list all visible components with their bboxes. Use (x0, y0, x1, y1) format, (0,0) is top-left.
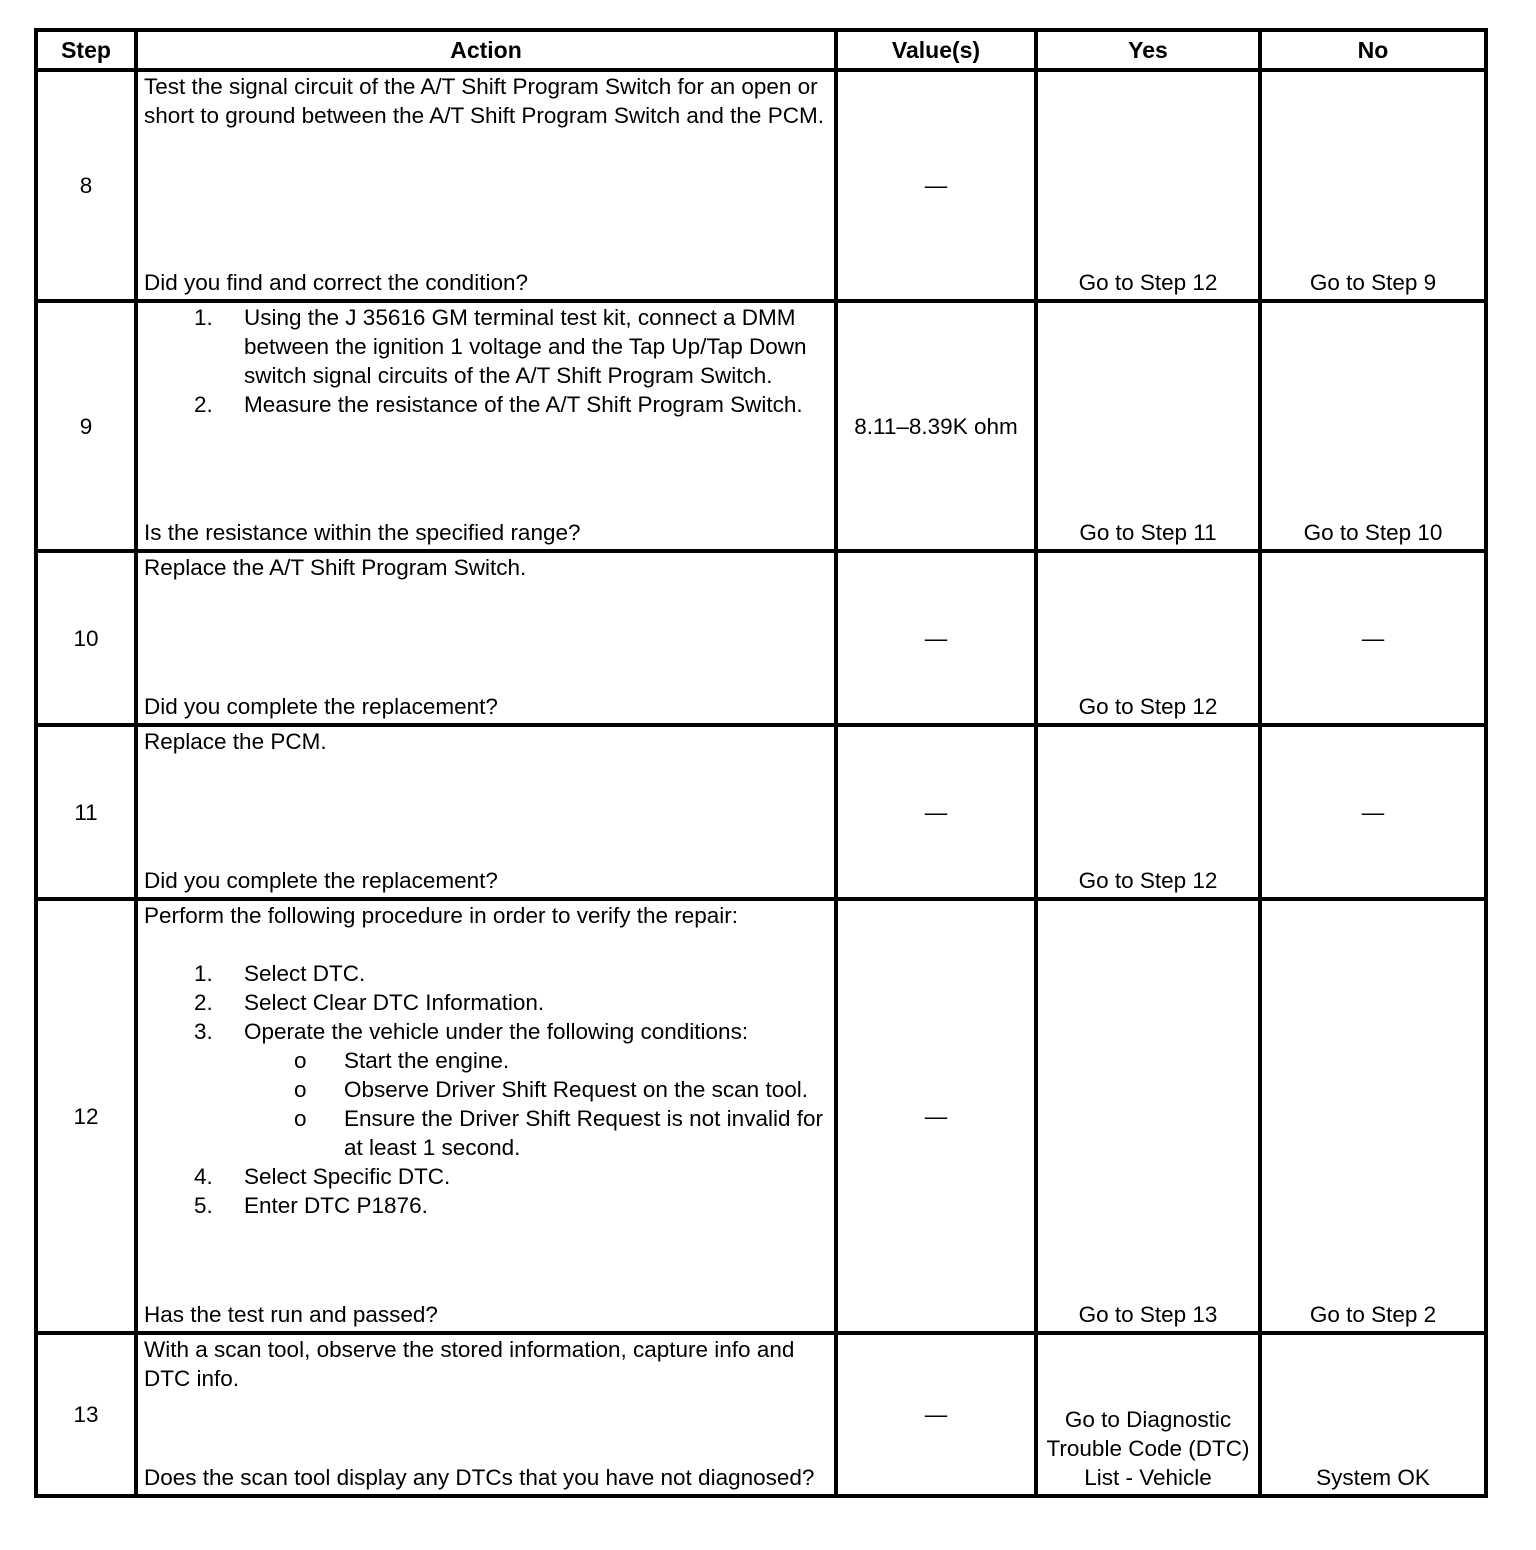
header-yes: Yes (1036, 30, 1260, 70)
list-item: 1. Select DTC. (194, 961, 366, 986)
table-row (36, 70, 1486, 301)
header-action: Action (136, 30, 836, 70)
yes-cell: Go to Diagnostic Trouble Code (DTC) List - Vehicle (1036, 1333, 1260, 1496)
action-question: Did you complete the replacement? (144, 868, 498, 893)
table-row (36, 899, 1486, 1333)
list-item: 3. Operate the vehicle under the following conditions: o Start the engine. o Observe Driver Shift Request on the scan tool. o Ensure the Driver Shift Request is not invalid for at least 1 second. (244, 1017, 828, 1162)
action-question: Did you find and correct the condition? (144, 270, 528, 295)
header-row (36, 30, 1486, 70)
action-text: With a scan tool, observe the stored information, capture info and DTC info. (144, 1337, 795, 1391)
no-cell: System OK (1260, 1333, 1486, 1496)
list-item: o Observe Driver Shift Request on the scan tool. (294, 1077, 808, 1102)
list-item: o Start the engine. (294, 1048, 510, 1073)
list-item: o Ensure the Driver Shift Request is not invalid for at least 1 second. (294, 1106, 823, 1160)
no-cell: — (1260, 725, 1486, 899)
action-text: Replace the A/T Shift Program Switch. (144, 555, 527, 580)
step-number: 13 (36, 1333, 136, 1496)
numbered-list (144, 303, 828, 419)
action-cell (136, 70, 836, 301)
action-cell (136, 301, 836, 551)
no-cell: Go to Step 10 (1260, 301, 1486, 551)
table-row (36, 301, 1486, 551)
table-row (36, 551, 1486, 725)
header-values: Value(s) (836, 30, 1036, 70)
step-number: 9 (36, 301, 136, 551)
list-item: 4. Select Specific DTC. (194, 1164, 451, 1189)
procedure-block (144, 901, 828, 1220)
numbered-list (144, 959, 828, 1220)
value-cell: — (836, 551, 1036, 725)
value-cell: — (836, 725, 1036, 899)
header-no: No (1260, 30, 1486, 70)
step-number: 8 (36, 70, 136, 301)
action-text: Test the signal circuit of the A/T Shift Program Switch for an open or short to ground between the A/T Shift Program Switch and the PCM. (144, 74, 824, 128)
value-cell: — (836, 70, 1036, 301)
action-cell (136, 899, 836, 1333)
table-row (36, 1333, 1486, 1496)
no-cell: Go to Step 9 (1260, 70, 1486, 301)
bullet-list (244, 1046, 828, 1162)
yes-cell: Go to Step 12 (1036, 725, 1260, 899)
diagnostic-table-container (34, 28, 1484, 1498)
action-question: Did you complete the replacement? (144, 694, 498, 719)
action-question: Is the resistance within the specified range? (144, 520, 581, 545)
action-cell (136, 551, 836, 725)
action-text: Replace the PCM. (144, 729, 327, 754)
step-number: 12 (36, 899, 136, 1333)
value-cell: — (836, 1333, 1036, 1496)
action-text: Perform the following procedure in order to verify the repair: (144, 903, 739, 928)
list-item: 1. Using the J 35616 GM terminal test kit, connect a DMM between the ignition 1 voltage and the Tap Up/Tap Down switch signal circuits of the A/T Shift Program Switch. (194, 305, 807, 388)
diagnostic-table (34, 28, 1488, 1498)
no-cell: Go to Step 2 (1260, 899, 1486, 1333)
yes-cell: Go to Step 12 (1036, 551, 1260, 725)
value-cell: — (836, 899, 1036, 1333)
action-cell (136, 1333, 836, 1496)
yes-cell: Go to Step 11 (1036, 301, 1260, 551)
table-row (36, 725, 1486, 899)
value-cell: 8.11–8.39K ohm (836, 301, 1036, 551)
list-item: 2. Measure the resistance of the A/T Shift Program Switch. (194, 392, 803, 417)
yes-cell: Go to Step 12 (1036, 70, 1260, 301)
step-number: 11 (36, 725, 136, 899)
list-item: 2. Select Clear DTC Information. (194, 990, 545, 1015)
action-question: Has the test run and passed? (144, 1302, 438, 1327)
no-cell: — (1260, 551, 1486, 725)
step-number: 10 (36, 551, 136, 725)
action-question: Does the scan tool display any DTCs that you have not diagnosed? (144, 1465, 815, 1490)
yes-cell: Go to Step 13 (1036, 899, 1260, 1333)
list-item: 5. Enter DTC P1876. (194, 1193, 428, 1218)
header-step: Step (36, 30, 136, 70)
action-cell (136, 725, 836, 899)
